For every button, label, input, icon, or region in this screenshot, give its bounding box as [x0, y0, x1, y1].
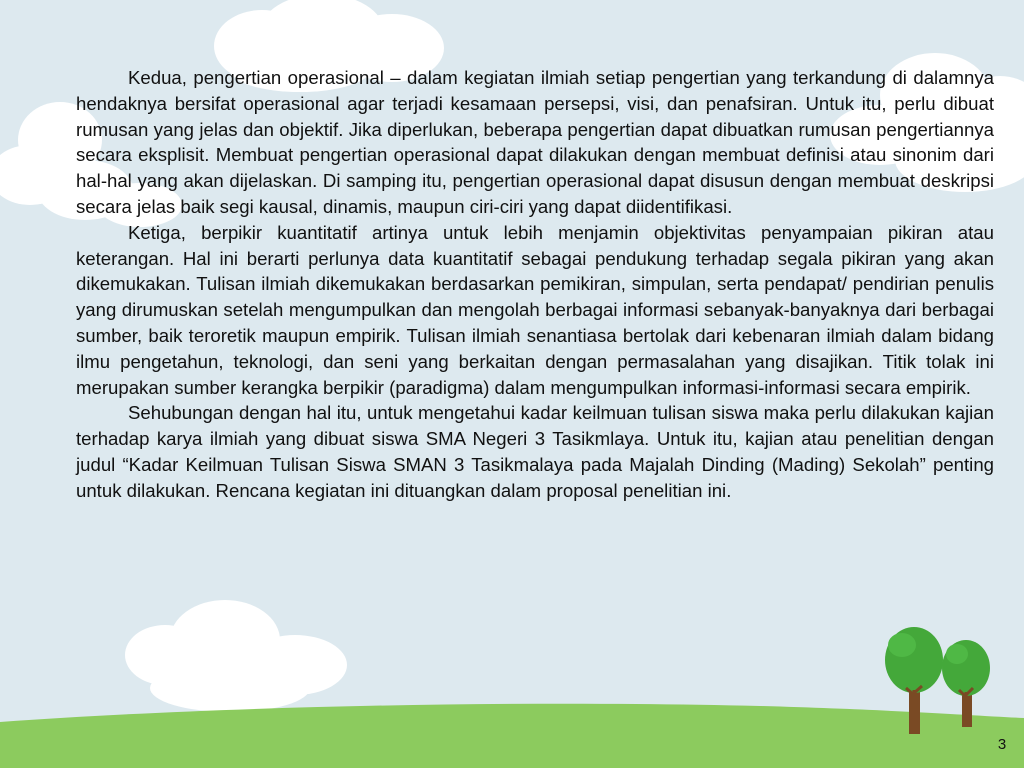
grass-hill — [0, 704, 1024, 768]
page-number: 3 — [997, 736, 1007, 753]
paragraph-ketiga: Ketiga, berpikir kuantitatif artinya untuk lebih menjamin objektivitas penyampaian pikiran atau keterangan. Hal ini berarti perlunya data kuantitatif sebagai pendukung terhadap segala pikiran yang akan dikemukakan. Tulisan ilmiah dikemukakan berdasarkan pemikiran, simpulan, serta pendapat/ pendirian penulis yang dirumuskan setelah mengumpulkan dan mengolah berbagai informasi sebanyak-banyaknya dari berbagai sumber, baik teroretik maupun empirik. Tulisan ilmiah senantiasa bertolak dari kebenaran ilmiah dalam bidang ilmu pengetahun, teknologi, dan seni yang berkaitan dengan permasalahan yang disajikan. Titik tolak ini merupakan sumber kerangka berpikir (paradigma) dalam mengumpulkan informasi-informasi secara empirik. — [76, 221, 994, 398]
slide-text — [76, 65, 994, 504]
paragraph-sehubungan: Sehubungan dengan hal itu, untuk mengetahui kadar keilmuan tulisan siswa maka perlu dilakukan kajian terhadap karya ilmiah yang dibuat siswa SMA Negeri 3 Tasikmlaya. Untuk itu, kajian atau penelitian dengan judul “Kadar Keilmuan Tulisan Siswa SMAN 3 Tasikmalaya pada Majalah Dinding (Mading) Sekolah” penting untuk dilakukan. Rencana kegiatan ini dituangkan dalam proposal penelitian ini. — [76, 402, 994, 501]
paragraph-kedua: Kedua, pengertian operasional – dalam kegiatan ilmiah setiap pengertian yang terkandung di dalamnya hendaknya bersifat operasional agar terjadi kesamaan persepsi, visi, dan penafsiran. Untuk itu, perlu dibuat rumusan yang jelas dan objektif. Jika diperlukan, beberapa pengertian dapat dibuatkan rumusan pengertiannya secara eksplisit. Membuat pengertian operasional dapat dilakukan dengan membuat definisi atau sinonim dari hal-hal yang akan dijelaskan. Di samping itu, pengertian operasional dapat disusun dengan membuat deskripsi secara jelas baik segi kausal, dinamis, maupun ciri-ciri yang dapat diidentifikasi. — [76, 67, 994, 217]
